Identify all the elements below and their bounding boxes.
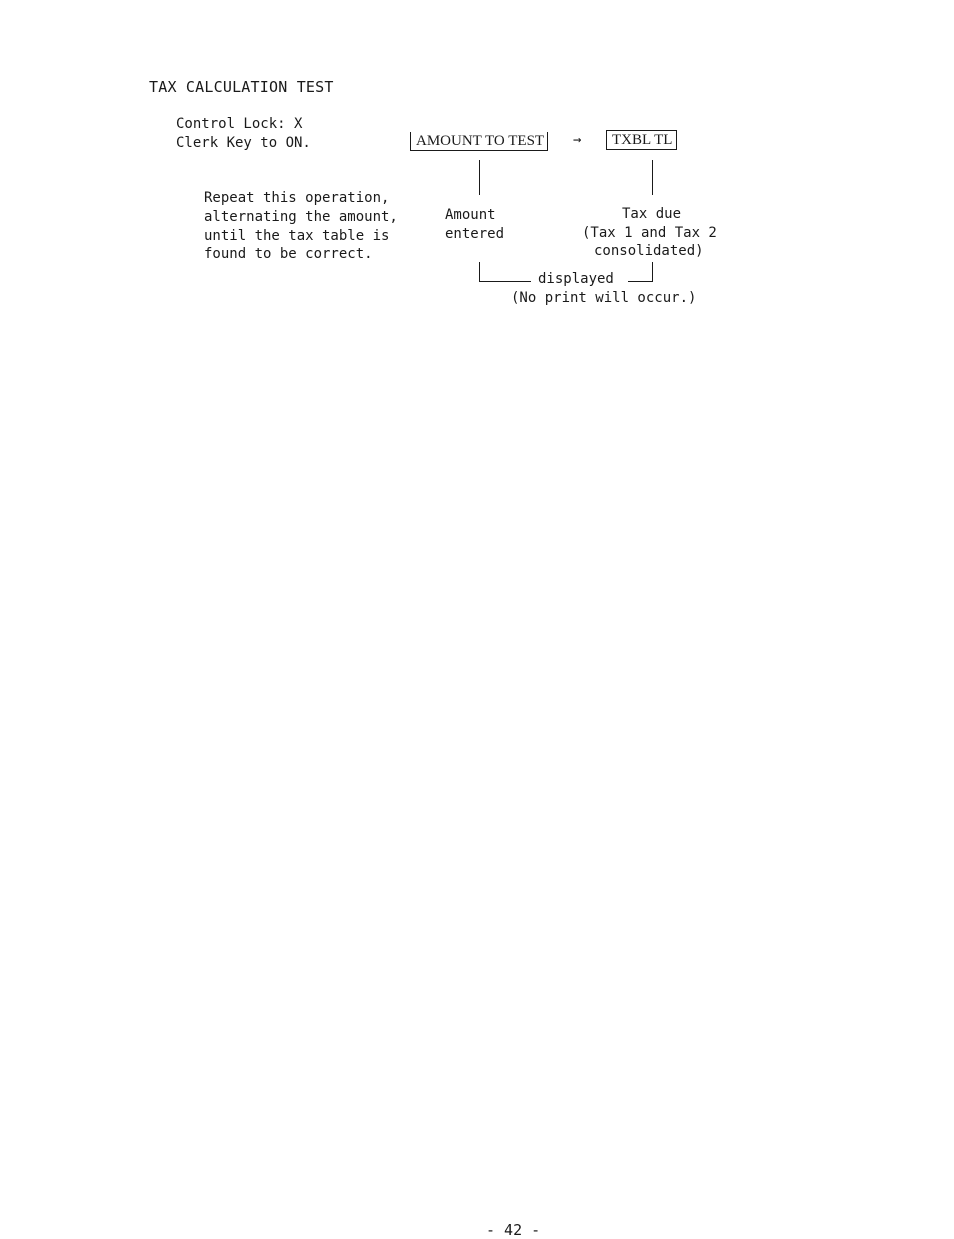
displayed-caption: displayed [538,271,614,287]
amount-connector-line [479,160,480,195]
tax-consolidation-caption: consolidated) [594,243,704,259]
control-lock-instruction: Control Lock: X [176,116,303,132]
entered-caption: entered [445,226,505,242]
amount-caption: Amount [445,207,496,223]
page-number: - 42 - [486,1221,541,1239]
displayed-bracket-right [652,262,653,282]
txbl-tl-key: TXBL TL [606,130,677,150]
clerk-key-instruction: Clerk Key to ON. [176,135,311,151]
displayed-bracket-right-leg [628,281,653,282]
displayed-bracket-left-leg [479,281,531,282]
no-print-note: (No print will occur.) [511,290,697,306]
repeat-note-line: alternating the amount, [204,209,398,225]
tax-consolidation-caption: (Tax 1 and Tax 2 [582,225,717,241]
amount-to-test-key: AMOUNT TO TEST [410,132,548,151]
tax-due-caption: Tax due [622,206,682,222]
displayed-bracket-left [479,262,480,282]
right-arrow-icon: → [573,132,582,148]
repeat-note-line: until the tax table is [204,228,390,244]
page-title: TAX CALCULATION TEST [149,78,334,96]
repeat-note-line: found to be correct. [204,246,373,262]
repeat-note-line: Repeat this operation, [204,190,390,206]
tax-connector-line [652,160,653,195]
